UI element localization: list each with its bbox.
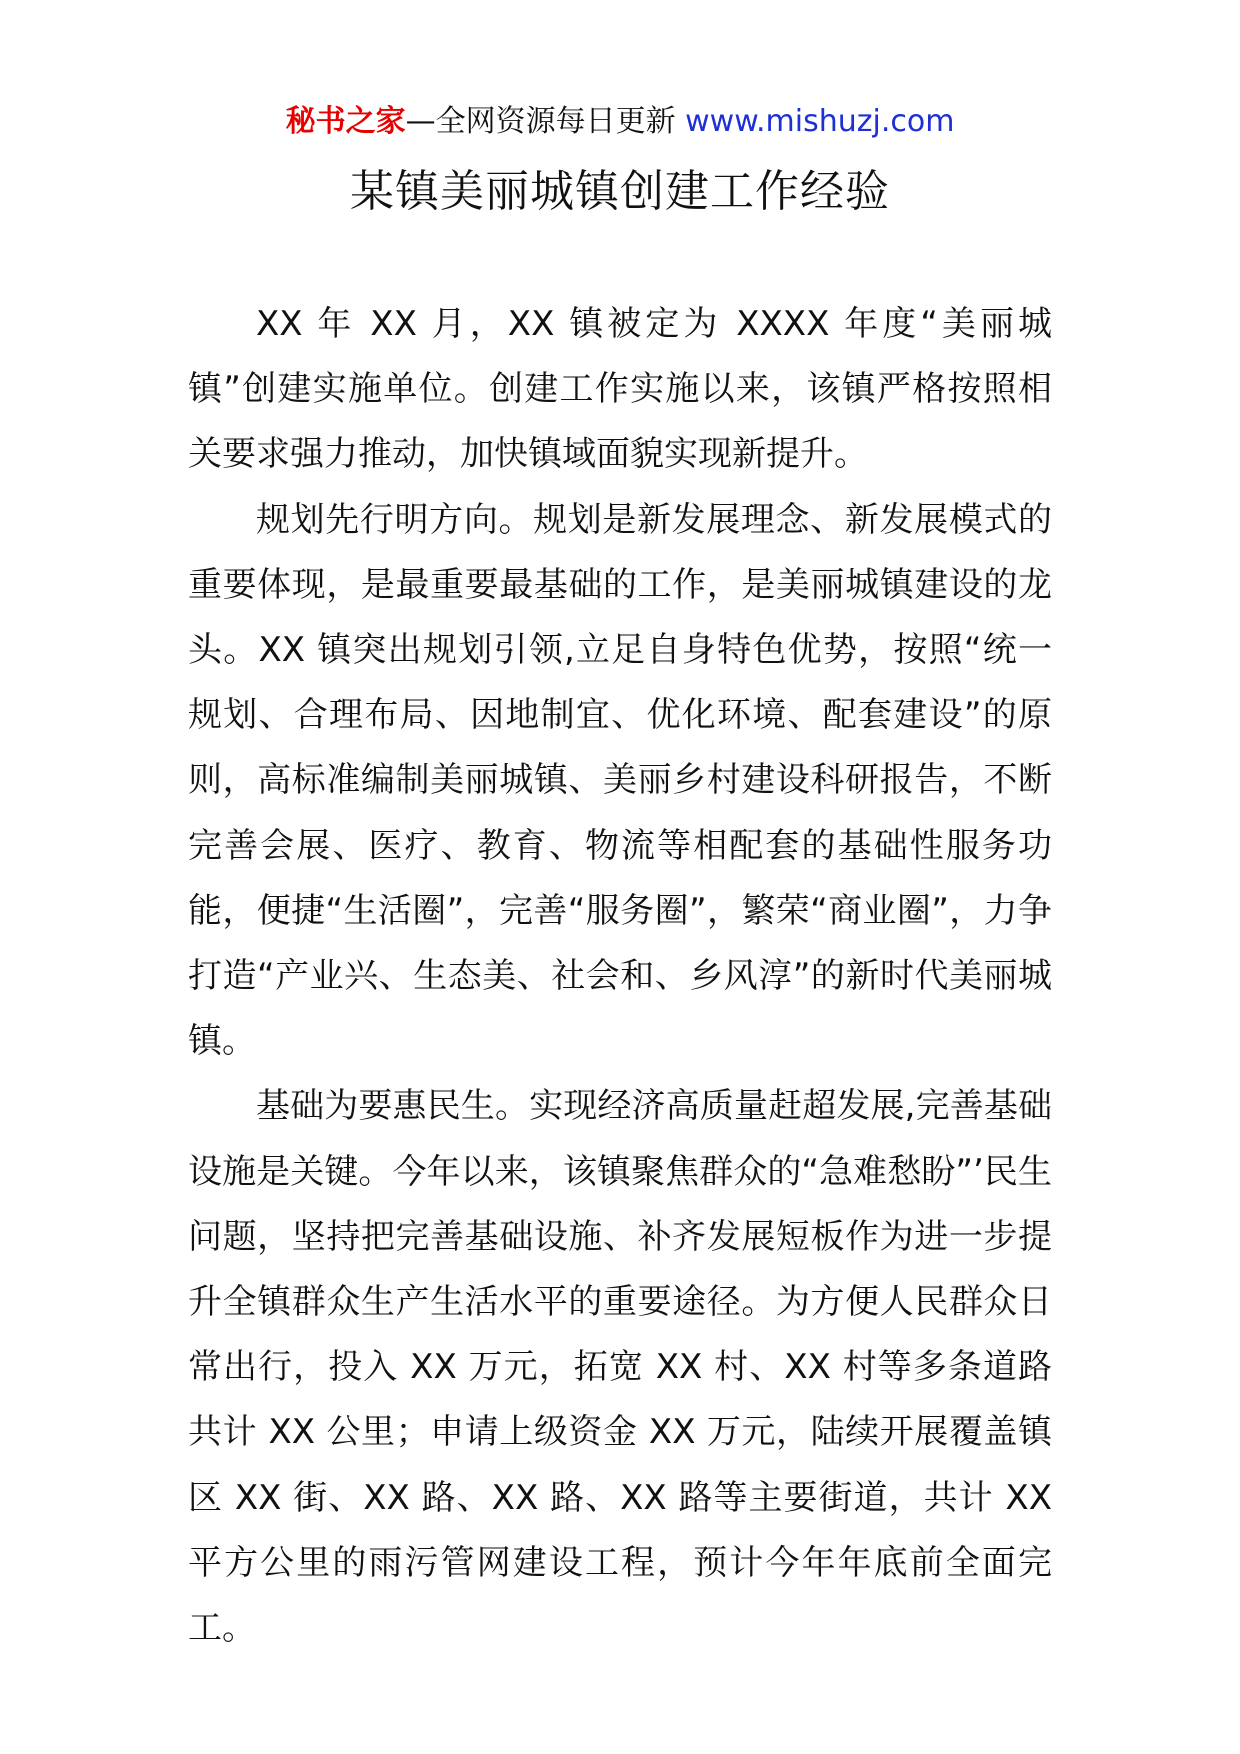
site-tagline: —全网资源每日更新 xyxy=(405,104,676,139)
document-body xyxy=(188,292,1052,1661)
site-url-link[interactable]: www.mishuzj.com xyxy=(685,104,955,139)
site-header xyxy=(0,100,1240,144)
site-brand: 秘书之家 xyxy=(285,104,406,139)
document-title: 某镇美丽城镇创建工作经验 xyxy=(350,166,890,217)
paragraph-infrastructure: 基础为要惠民生。实现经济高质量赶超发展,完善基础设施是关键。今年以来，该镇聚焦群众的“急难愁盼”’民生问题，坚持把完善基础设施、补齐发展短板作为进一步提升全镇群众生产生活水平的重要途径。为方便人民群众日常出行，投入 XX 万元，拓宽 XX 村、XX 村等多条道路共计 XX 公里；申请上级资金 XX 万元，陆续开展覆盖镇区 XX 街、XX 路、XX 路、XX 路等主要街道，共计 XX 平方公里的雨污管网建设工程，预计今年年底前全面完工。 xyxy=(188,1086,1052,1649)
paragraph-intro: XX 年 XX 月，XX 镇被定为 XXXX 年度“美丽城镇”创建实施单位。创建工作实施以来，该镇严格按照相关要求强力推动，加快镇域面貌实现新提升。 xyxy=(188,304,1052,475)
paragraph-planning: 规划先行明方向。规划是新发展理念、新发展模式的重要体现，是最重要最基础的工作，是美丽城镇建设的龙头。XX 镇突出规划引领,立足自身特色优势，按照“统一规划、合理布局、因地制宜、优化环境、配套建设”的原则，高标准编制美丽城镇、美丽乡村建设科研报告，不断完善会展、医疗、教育、物流等相配套的基础性服务功能，便捷“生活圈”，完善“服务圈”，繁荣“商业圈”，力争打造“产业兴、生态美、社会和、乡风淳”的新时代美丽城镇。 xyxy=(188,499,1052,1062)
